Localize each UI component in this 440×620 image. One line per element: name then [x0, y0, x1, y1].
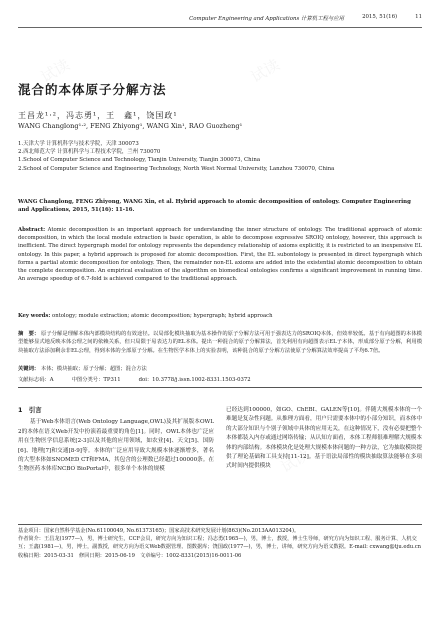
affiliation-line: 2.西北师范大学 计算机科学与工程技术学院，兰州 730070	[18, 149, 161, 156]
intro-column-left	[18, 406, 214, 475]
abstract-english	[18, 226, 422, 283]
watermark-decoration: 试读	[37, 55, 73, 87]
abstract-zh-label: 摘 要：	[18, 331, 40, 337]
page-number: 11	[415, 14, 422, 20]
issue-info: 2015, 51(16)	[362, 14, 398, 20]
watermark-decoration: 试读	[327, 245, 363, 277]
running-header	[18, 14, 422, 28]
citation: WANG Changlong, FENG Zhiyong, WANG Xin, et al. Hybrid approach to atomic decomposition of ontology. Computer Engineering and Applications, 2015, 51(16): 11-16.	[18, 199, 411, 213]
authors-english: WANG Changlong¹·², FENG Zhiyong¹, WANG Xin¹, RAO Guozheng¹	[18, 122, 243, 130]
authors-chinese: 王昌龙¹·²，冯志勇¹，王 鑫¹，饶国政¹	[18, 111, 178, 120]
keywords-zh-label: 关键词：	[18, 366, 40, 372]
intro-column-right	[226, 406, 422, 472]
document-code: 文献标志码：A	[18, 377, 54, 383]
footnotes	[18, 524, 422, 560]
affiliations	[18, 140, 418, 173]
keywords-chinese	[18, 364, 422, 372]
watermark-decoration: 试读	[57, 445, 93, 477]
doi: doi：10.3778/j.issn.1002-8331.1503-0372	[138, 377, 251, 383]
section-divider	[18, 387, 422, 388]
footnote-funding: 基金项目：国家自然科学基金(No.61100049, No.61373165)；国家高技术研究发展计划(863)(No.2013AA013204)。	[18, 528, 300, 534]
section-heading: 1 引言	[18, 406, 42, 414]
keywords-label: Key words:	[18, 313, 51, 319]
footnote-authors: 作者简介：王昌龙(1977—)，男，博士研究生，CCF会员，研究方向为知识工程；冯志勇(1965—)，男，博士，教授，博士生导师，研究方向为知识工程、服务计算、人机交互；王鑫(1981—)，男，博士，副教授，研究方向为语义Web数据管理、图数据库；饶国政(1977—)，男，博士，讲师，研究方向为语义数据。E-mail: cxwang@tju.edu.cn	[18, 536, 421, 551]
document-info	[18, 375, 422, 383]
clc-number: 中图分类号：TP311	[71, 377, 121, 383]
body-paragraph: 基于Web本体语言(Web Ontology Language,OWL)及其扩展版本OWL 2的本体在语义Web开发中扮演着最重要的角色[1]。同时，OWL本体也广泛应用在生物医学信息系统[2-3]以及其他的应用领域，如农业[4]、天文[5]、国防[6]、地理[7]和交通[8-9]等。本体的广泛应用导致大规模本体逐渐增多，著名的大型本体如SNOMED CT和FMA，其包含的公理数已经超过100000条。在生物医药本体库NCBO BioPortal中，很多单个本体的规模	[18, 419, 214, 473]
paper-title: 混合的本体原子分解方法	[18, 82, 167, 97]
watermark-decoration: 试读	[277, 445, 313, 477]
abstract-chinese	[18, 330, 422, 355]
affiliation-line: 2.School of Computer Science and Engineering Technology, North West Normal University, Lanzhou 730070, China	[18, 165, 335, 172]
watermark-decoration: 试读	[137, 245, 173, 277]
abstract-text: Atomic decomposition is an important approach for understanding the inner structure of ontology. The traditional approach of atomic decomposition, in which the local module extraction is basic operation, is able to decompose expressive SROIQ ontology, however, this approach is inefficient. The direct hypergraph model for ontology represents the dependency relationship of axioms explicitly, it is restricted to an inexpensive EL ontology. In this paper, a hybrid approach is proposed for atomic decomposition. First, the EL subontology is presented in direct hypergraph which forms a partial atomic decomposition for ontology. Then, the remainder non-EL axioms are added into the existential atomic decomposition to obtain the complete decomposition. An empirical evaluation of the algorithm on biomedical ontologies confirms a significant improvement in running time. An average speedup of 6.7-fold is achieved compared to the traditional approach.	[18, 227, 422, 283]
footnote-dates: 收稿日期：2015-03-31 修回日期：2015-06-19 文章编号：1002-8331(2015)16-0011-06	[18, 552, 242, 559]
affiliation-line: 1.School of Computer Science and Technology, Tianjin University, Tianjin 300073, China	[18, 157, 261, 164]
watermark-decoration: 试读	[247, 55, 283, 87]
abstract-zh-text: 原子分解是理解本体内部模块结构的有效途径。以局部化模块抽取为基本操作的原子分解方法可用于强表达力的SROIQ本体，但效率较低。基于有向超图的本体模型能够显式地反映本体公理之间的依赖关系，但只局限于易表达力的EL本体。提出一种混合的原子分解算法，首先利用有向超图表示EL子本体，形成部分原子分解，利用模块抽取方法添加剩余非EL公理，得到本体的全部原子分解。在生物医学本体上的实验表明，该种混合的原子分解方法使原子分解算法效率提高了平均6.7倍。	[18, 331, 422, 354]
keywords-zh-text: 本体；模块抽取；原子分解；超图；混合方法	[40, 366, 147, 372]
body-paragraph: 已经达到100000，如GO、ChEBI、GALEN等[10]。伴随大规模本体的一个难题是复杂性问题。从推理方面看，用户只需要本体中的小部分知识，而本体中的大部分知识与个别子领域中具体的应用无关，在这种情况下，没有必要把整个本体都装入内存或通过网络传输；从认知方面看，本体工程师很难理解大规模本体的内部结构。本体模块化是处理大规模本体问题的一种方法，它为抽取模块提供了理论基础和工具支持[11-12]。基于语法局部性的模块抽取算法能够在多项式时间内提供模块	[226, 407, 422, 470]
keywords-text: ontology; module extraction; atomic decomposition; hypergraph; hybrid approach	[52, 313, 273, 319]
abstract-label: Abstract:	[18, 227, 46, 233]
affiliation-line: 1.天津大学 计算机科学与技术学院，天津 300073	[18, 141, 139, 147]
keywords-english	[18, 313, 422, 319]
journal-name: Computer Engineering and Applications 计算机工程与应用	[189, 16, 345, 22]
